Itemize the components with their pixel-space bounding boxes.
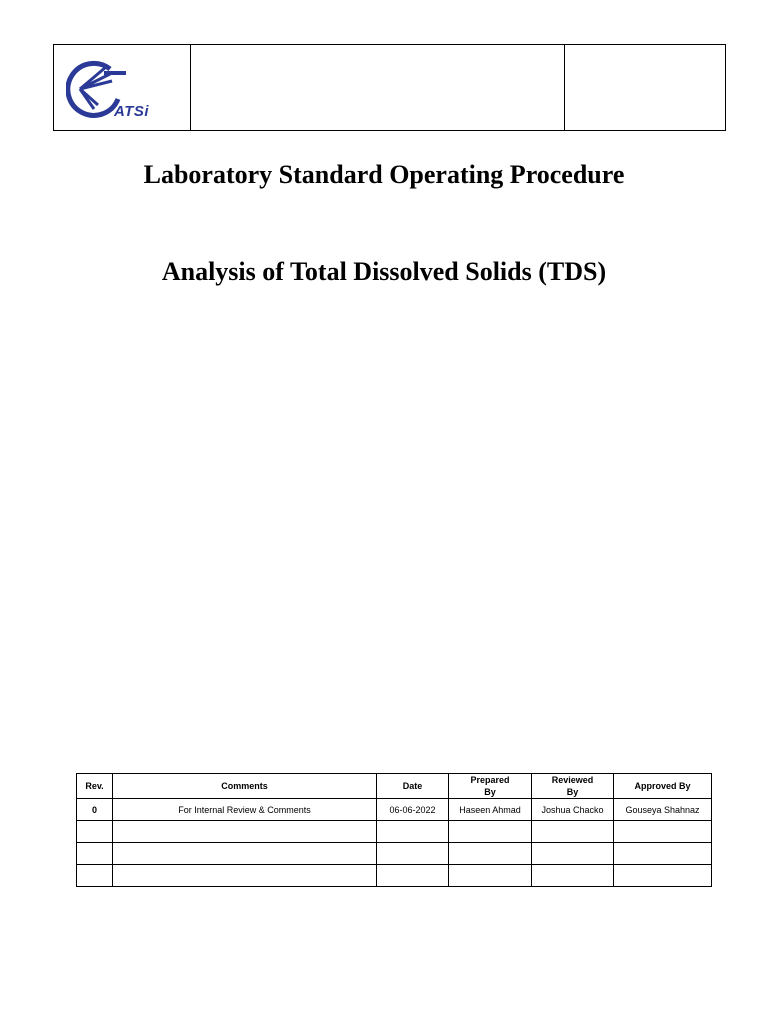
logo-cell	[54, 45, 191, 131]
rev-header: Rev.	[77, 774, 113, 799]
comments-cell: For Internal Review & Comments	[113, 799, 377, 821]
comments-cell	[113, 821, 377, 843]
document-header-table	[53, 44, 726, 131]
prepared-by-cell	[449, 821, 532, 843]
reviewed-by-cell	[532, 843, 614, 865]
approved-by-cell	[614, 821, 712, 843]
reviewed-by-header	[532, 774, 614, 799]
reviewed-by-cell	[532, 821, 614, 843]
date-cell	[377, 843, 449, 865]
document-title: Laboratory Standard Operating Procedure	[143, 160, 625, 189]
date-cell	[377, 821, 449, 843]
logo-text: ATSi	[114, 103, 150, 120]
revision-table-header	[77, 774, 712, 799]
prepared-by-cell	[449, 843, 532, 865]
rev-cell: 0	[77, 799, 113, 821]
reviewed-by-header-line2: By	[566, 787, 579, 797]
rev-cell	[77, 821, 113, 843]
header-title-cell	[191, 45, 565, 131]
approved-by-cell	[614, 843, 712, 865]
table-row	[77, 865, 712, 887]
rev-cell	[77, 865, 113, 887]
header-info-cell	[565, 45, 726, 131]
approved-by-cell	[614, 865, 712, 887]
rev-cell	[77, 843, 113, 865]
document-subject: Analysis of Total Dissolved Solids (TDS)	[161, 257, 607, 286]
prepared-by-header-line1: Prepared	[470, 775, 510, 785]
prepared-by-cell	[449, 865, 532, 887]
reviewed-by-cell	[532, 865, 614, 887]
table-row	[77, 821, 712, 843]
comments-cell	[113, 843, 377, 865]
date-cell: 06-06-2022	[377, 799, 449, 821]
prepared-by-header-line2: By	[484, 787, 496, 797]
prepared-by-header	[449, 774, 532, 799]
reviewed-by-cell: Joshua Chacko	[532, 799, 614, 821]
reviewed-by-header-line1: Reviewed	[551, 775, 594, 785]
date-cell	[377, 865, 449, 887]
comments-header: Comments	[113, 774, 377, 799]
company-logo	[54, 45, 190, 130]
prepared-by-cell: Haseen Ahmad	[449, 799, 532, 821]
table-row	[77, 843, 712, 865]
date-header: Date	[377, 774, 449, 799]
approved-by-header: Approved By	[614, 774, 712, 799]
table-row	[77, 799, 712, 821]
revision-table	[76, 773, 712, 887]
comments-cell	[113, 865, 377, 887]
approved-by-cell: Gouseya Shahnaz	[614, 799, 712, 821]
